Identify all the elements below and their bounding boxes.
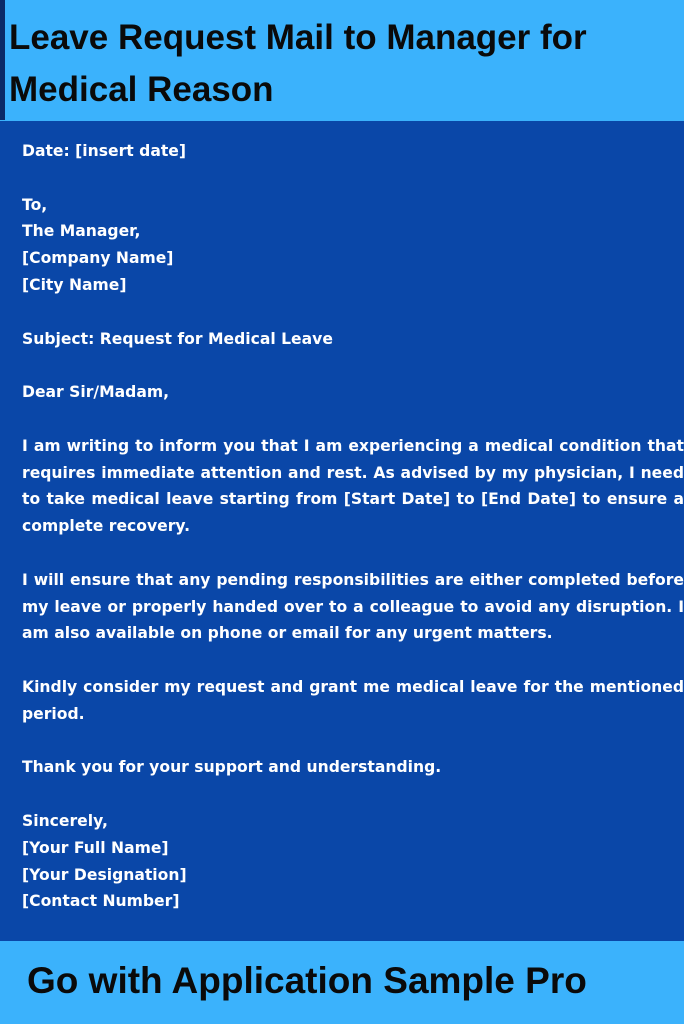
letter-paragraph-1: I am writing to inform you that I am experiencing a medical condition that requires immediate attention and rest. As advised by my physician, I need to take medical leave starting from [Start Date] to [End Date] to ensure a complete recovery. bbox=[22, 436, 684, 536]
signature-full-name: [Your Full Name] bbox=[22, 838, 169, 857]
signature-designation: [Your Designation] bbox=[22, 865, 187, 884]
letter-body bbox=[0, 121, 684, 941]
letter-subject: Subject: Request for Medical Leave bbox=[22, 329, 333, 348]
letter-date: Date: [insert date] bbox=[22, 142, 187, 160]
recipient-block bbox=[22, 192, 684, 299]
title-banner bbox=[0, 0, 684, 120]
footer-text: Go with Application Sample Pro bbox=[27, 960, 587, 1001]
recipient-title: The Manager, bbox=[22, 222, 141, 241]
page-title-line-1: Leave Request Mail to Manager for bbox=[9, 18, 587, 57]
recipient-company: [Company Name] bbox=[22, 249, 174, 268]
letter-salutation: Dear Sir/Madam, bbox=[22, 383, 170, 402]
page-title bbox=[5, 0, 684, 116]
signature-contact: [Contact Number] bbox=[22, 892, 180, 911]
recipient-city: [City Name] bbox=[22, 275, 127, 294]
footer-banner bbox=[0, 941, 684, 1024]
recipient-to: To, bbox=[22, 195, 48, 214]
signature-closing: Sincerely, bbox=[22, 811, 108, 830]
signature-block bbox=[22, 808, 684, 915]
letter-paragraph-3: Kindly consider my request and grant me medical leave for the mentioned period. bbox=[22, 677, 684, 723]
letter-paragraph-2: I will ensure that any pending responsibilities are either completed before my leave or properly handed over to a colleague to avoid any disruption. I am also available on phone or email for any urgent matters. bbox=[22, 570, 684, 643]
letter-thanks: Thank you for your support and understanding. bbox=[22, 758, 442, 777]
page-title-line-2: Medical Reason bbox=[9, 70, 274, 109]
